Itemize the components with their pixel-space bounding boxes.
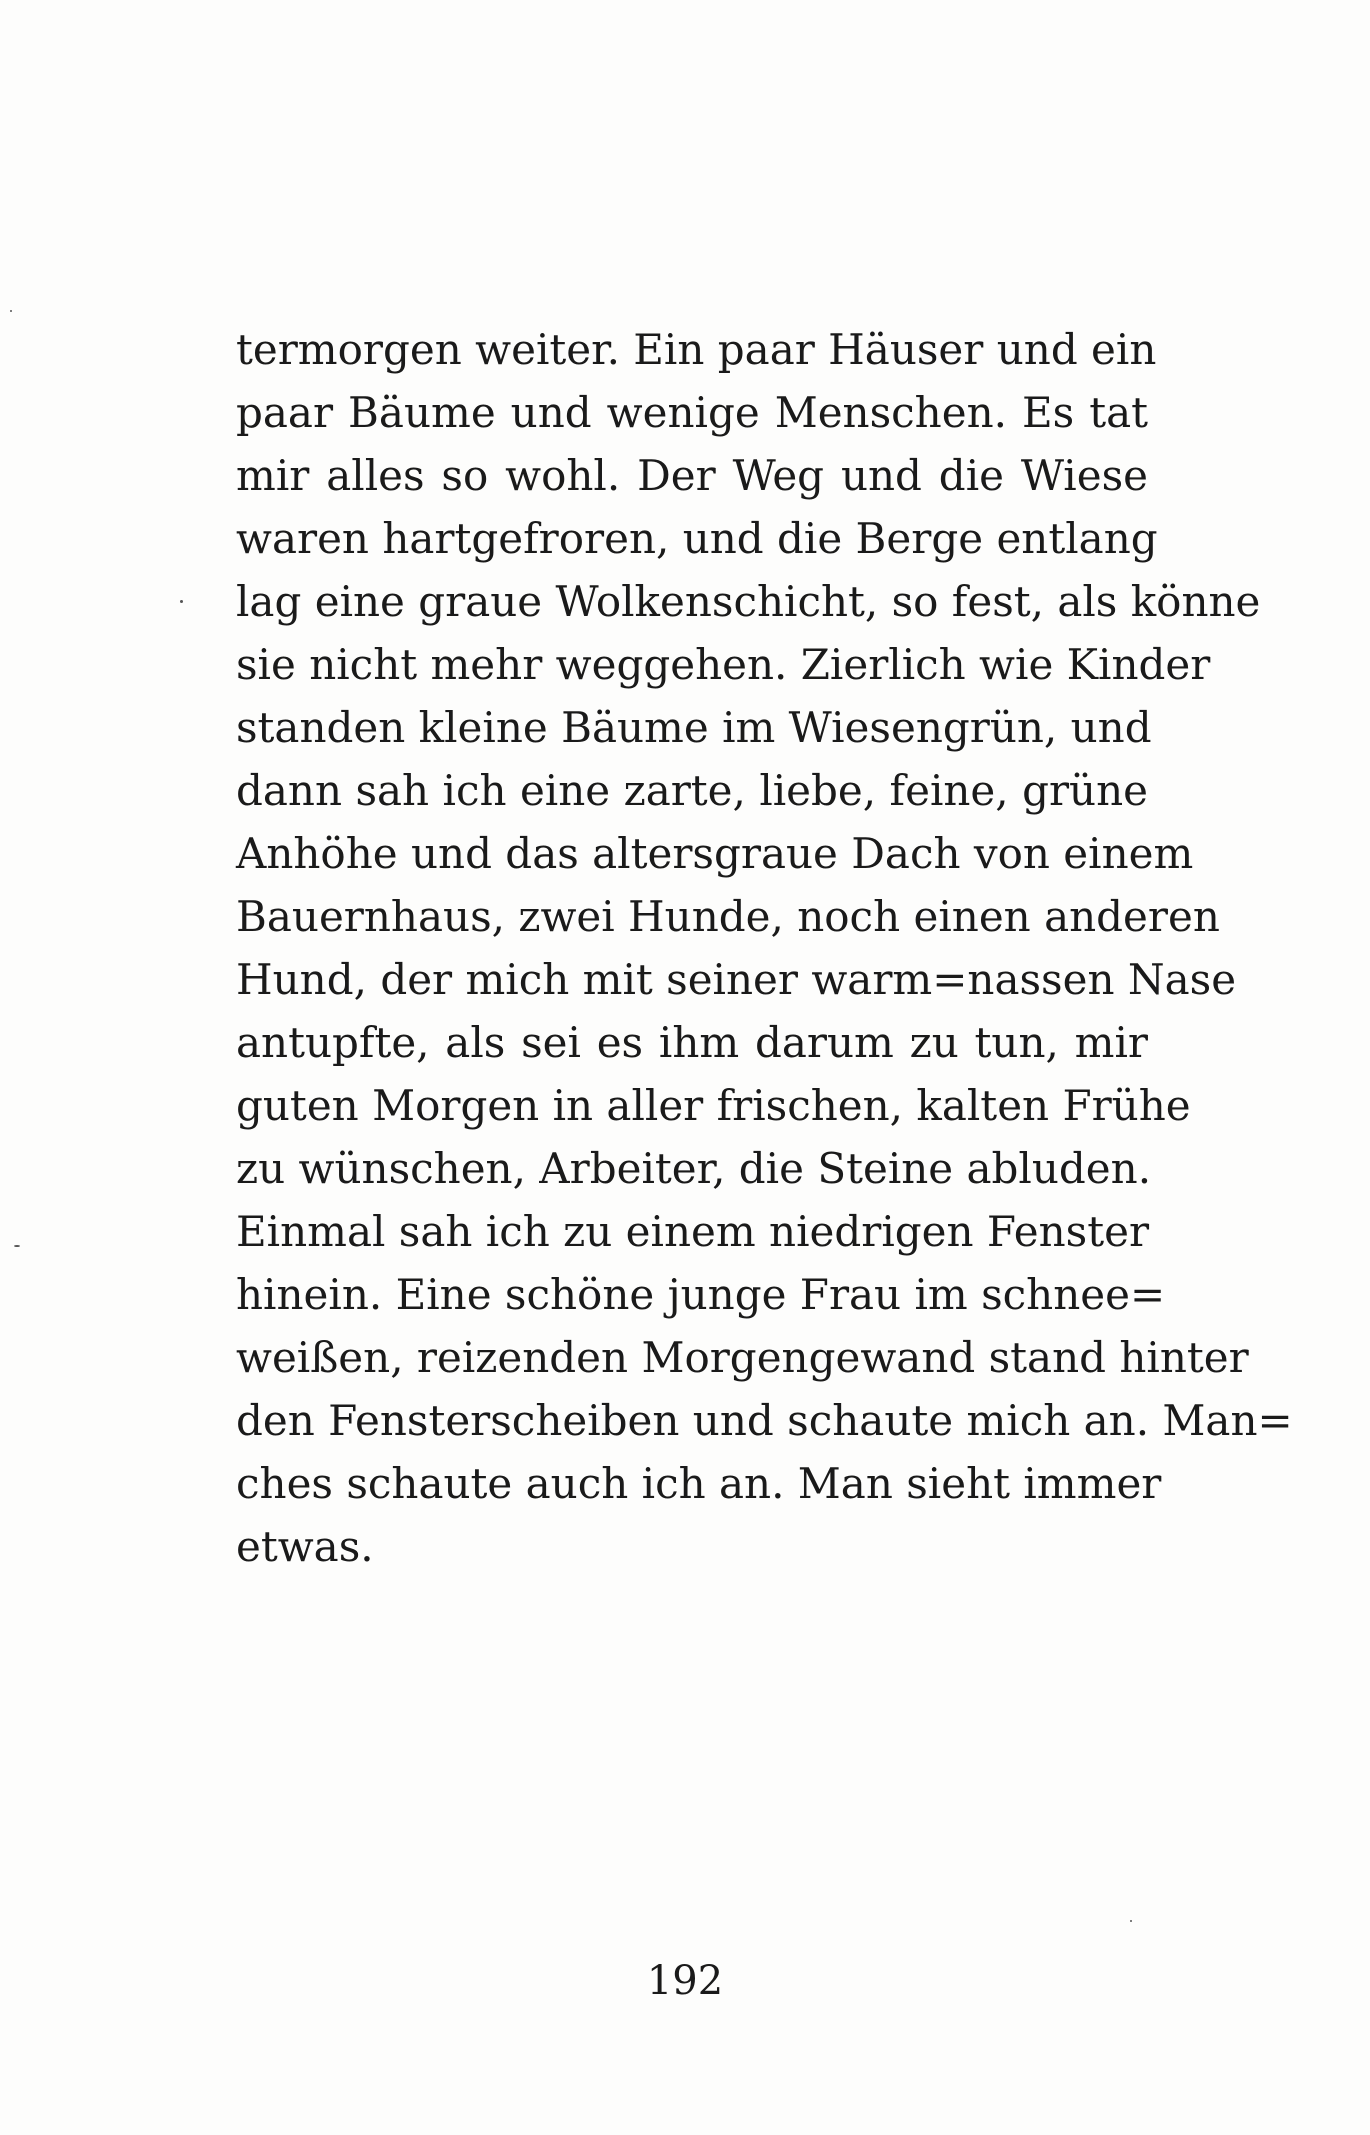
text-line: ches schaute auch ich an. Man sieht immer [236, 1459, 1162, 1508]
page-number: 192 [646, 1958, 724, 2004]
text-line: paar Bäume und wenige Menschen. Es tat [236, 388, 1148, 437]
scan-speck [14, 1245, 20, 1247]
text-line: hinein. Eine schöne junge Frau im schnee= [236, 1270, 1166, 1319]
text-line: zu wünschen, Arbeiter, die Steine abluden. [236, 1144, 1152, 1193]
scan-speck [10, 310, 12, 312]
text-line: guten Morgen in aller frischen, kalten Frühe [236, 1081, 1191, 1130]
text-line: dann sah ich eine zarte, liebe, feine, grüne [236, 766, 1148, 815]
text-line: lag eine graue Wolkenschicht, so fest, als könne [236, 577, 1261, 626]
scan-speck [1130, 1920, 1132, 1922]
text-line: weißen, reizenden Morgengewand stand hinter [236, 1333, 1249, 1382]
text-line: mir alles so wohl. Der Weg und die Wiese [236, 451, 1148, 500]
text-line: sie nicht mehr weggehen. Zierlich wie Kinder [236, 640, 1211, 689]
text-line: Hund, der mich mit seiner warm=nassen Nase [236, 955, 1237, 1004]
text-line: etwas. [236, 1522, 374, 1571]
text-line: Bauernhaus, zwei Hunde, noch einen anderen [236, 892, 1220, 941]
text-line: termorgen weiter. Ein paar Häuser und ein [236, 325, 1157, 374]
scan-speck [180, 600, 183, 603]
text-line: Anhöhe und das altersgraue Dach von einem [236, 829, 1194, 878]
text-line: standen kleine Bäume im Wiesengrün, und [236, 703, 1152, 752]
text-line: den Fensterscheiben und schaute mich an. Man= [236, 1396, 1293, 1445]
body-text [236, 318, 1293, 1578]
text-line: antupfte, als sei es ihm darum zu tun, mir [236, 1018, 1148, 1067]
text-line: waren hartgefroren, und die Berge entlang [236, 514, 1158, 563]
text-line: Einmal sah ich zu einem niedrigen Fenster [236, 1207, 1150, 1256]
